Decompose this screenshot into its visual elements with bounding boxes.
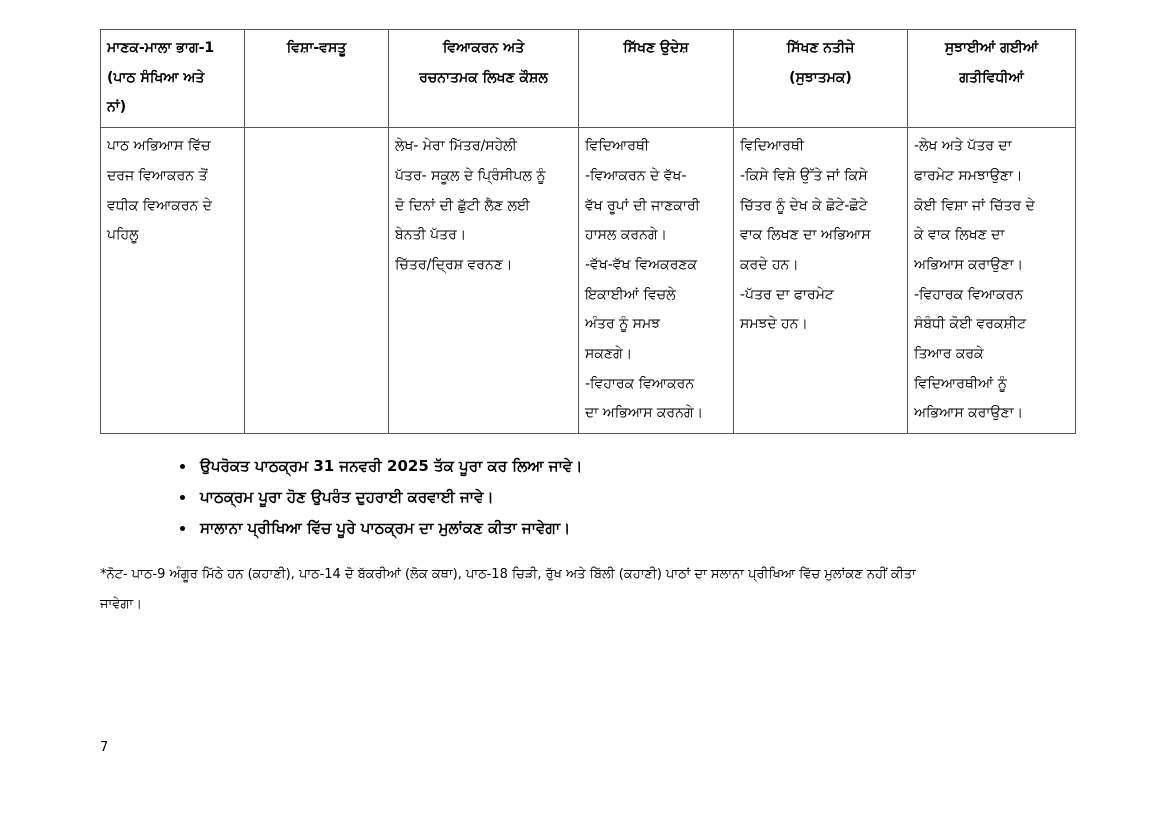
cell-line: -ਲੇਖ ਅਤੇ ਪੱਤਰ ਦਾ (914, 138, 1012, 155)
cell-learning-objectives (579, 128, 734, 434)
cell-line: ਕੇ ਵਾਕ ਲਿਖਣ ਦਾ (914, 227, 1005, 244)
page-number: 7 (100, 740, 109, 755)
header-line: ਮਾਣਕ-ਮਾਲਾ ਭਾਗ-1 (107, 40, 215, 56)
header-line: ਨਾਂ) (107, 99, 127, 116)
cell-line: -ਵਿਹਾਰਕ ਵਿਆਕਰਨ (914, 286, 1024, 303)
header-line: ਸਿੱਖਣ ਨਤੀਜੇ (786, 40, 855, 56)
header-learning-outcomes (734, 30, 908, 128)
header-grammar-writing (389, 30, 579, 128)
cell-line: ਸਮਝਦੇ ਹਨ। (740, 316, 808, 333)
cell-line: ਵਧੀਕ ਵਿਆਕਰਨ ਦੇ (107, 197, 212, 214)
header-textbook (101, 30, 245, 128)
header-suggested-activities (908, 30, 1076, 128)
exclusion-note (100, 560, 1060, 620)
cell-line: ਅਭਿਆਸ ਕਰਾਉਣਾ। (914, 256, 1024, 273)
list-item: • ਪਾਠਕ੍ਰਮ ਪੂਰਾ ਹੋਣ ਉਪਰੰਤ ਦੁਹਰਾਈ ਕਰਵਾਈ ਜਾਵੇ। (196, 482, 582, 513)
cell-line: -ਕਿਸੇ ਵਿਸ਼ੇ ਉੱਤੇ ਜਾਂ ਕਿਸੇ (740, 167, 868, 184)
cell-line: -ਪੱਤਰ ਦਾ ਫਾਰਮੇਟ (740, 286, 834, 303)
header-line: (ਪਾਠ ਸੰਖਿਆ ਅਤੇ (107, 69, 205, 86)
header-line: ਵਿਆਕਰਨ ਅਤੇ (442, 40, 525, 56)
cell-line: ਚਿੱਤਰ ਨੂੰ ਦੇਖ ਕੇ ਛੋਟੇ-ਛੋਟੇ (740, 197, 868, 214)
cell-line: ਸੰਬੰਧੀ ਕੋਈ ਵਰਕਸ਼ੀਟ (914, 316, 1027, 333)
cell-line: ਕਰਦੇ ਹਨ। (740, 256, 799, 273)
header-line: (ਸੁਝਾਤਮਕ) (789, 69, 852, 86)
cell-line: -ਵਿਆਕਰਨ ਦੇ ਵੱਖ- (585, 167, 687, 184)
header-line: ਰਚਨਾਤਮਕ ਲਿਖਣ ਕੌਸ਼ਲ (419, 69, 548, 86)
cell-line: ਅਭਿਆਸ ਕਰਾਉਣਾ। (914, 405, 1024, 422)
header-line: ਵਿਸ਼ਾ-ਵਸਤੂ (286, 40, 347, 56)
cell-textbook (101, 128, 245, 434)
note-line-1: *ਨੋਟ- ਪਾਠ-9 ਅੰਗੂਰ ਮਿੱਠੇ ਹਨ (ਕਹਾਣੀ), ਪਾਠ-14 ਦੋ ਬੱਕਰੀਆਂ (ਲੋਕ ਕਥਾ), ਪਾਠ-18 ਚਿੜੀ, ਰੁੱਖ ਅਤੇ ਬਿੱਲੀ (ਕਹਾਣੀ) ਪਾਠਾਂ ਦਾ ਸਲਾਨਾ ਪ੍ਰੀਖਿਆ ਵਿੱਚ ਮੁਲਾਂਕਣ ਨਹੀਂ ਕੀਤਾ (100, 567, 916, 582)
cell-line: ਵਾਕ ਲਿਖਣ ਦਾ ਅਭਿਆਸ (740, 227, 871, 244)
cell-line: ਅੰਤਰ ਨੂੰ ਸਮਝ (585, 316, 661, 333)
cell-learning-outcomes (734, 128, 908, 434)
cell-line: ਸਕਣਗੇ। (585, 346, 633, 363)
table-row (101, 128, 1076, 434)
header-line: ਸਿੱਖਣ ਉਦੇਸ਼ (623, 40, 689, 56)
cell-line: ਦਰਜ ਵਿਆਕਰਨ ਤੋਂ (107, 167, 208, 184)
cell-line: ਬੇਨਤੀ ਪੱਤਰ। (395, 227, 467, 244)
cell-grammar-writing (389, 128, 579, 434)
cell-line: ਦੋ ਦਿਨਾਂ ਦੀ ਛੁੱਟੀ ਲੈਣ ਲਈ (395, 197, 530, 214)
cell-line: ਵੱਖ ਰੂਪਾਂ ਦੀ ਜਾਣਕਾਰੀ (585, 197, 700, 214)
cell-line: ਦਾ ਅਭਿਆਸ ਕਰਨਗੇ। (585, 405, 704, 422)
note-line-2: ਜਾਵੇਗਾ। (100, 597, 142, 612)
cell-line: ਵਿਦਿਆਰਥੀ (585, 138, 650, 155)
table-header-row (101, 30, 1076, 128)
cell-line: -ਵੱਖ-ਵੱਖ ਵਿਅਕਰਣਕ (585, 256, 698, 273)
list-item: • ਉਪਰੋਕਤ ਪਾਠਕ੍ਰਮ 31 ਜਨਵਰੀ 2025 ਤੱਕ ਪੂਰਾ ਕਰ ਲਿਆ ਜਾਵੇ। (196, 451, 582, 482)
cell-suggested-activities (908, 128, 1076, 434)
cell-line: ਪੱਤਰ- ਸਕੂਲ ਦੇ ਪ੍ਰਿੰਸੀਪਲ ਨੂੰ (395, 167, 546, 184)
cell-line: ਵਿਦਿਆਰਥੀਆਂ ਨੂੰ (914, 375, 1007, 392)
cell-line: ਫਾਰਮੇਟ ਸਮਝਾਉਣਾ। (914, 167, 1023, 184)
cell-line: ਪਾਠ ਅਭਿਆਸ ਵਿੱਚ (107, 138, 211, 155)
cell-line: ਇਕਾਈਆਂ ਵਿਚਲੇ (585, 286, 676, 303)
syllabus-table (100, 29, 1076, 434)
cell-line: ਚਿੱਤਰ/ਦ੍ਰਿਸ਼ ਵਰਨਣ। (395, 256, 513, 273)
cell-line: ਲੇਖ- ਮੇਰਾ ਮਿੱਤਰ/ਸਹੇਲੀ (395, 138, 517, 155)
header-line: ਸੁਝਾਈਆਂ ਗਈਆਂ (944, 40, 1039, 56)
list-item: • ਸਾਲਾਨਾ ਪ੍ਰੀਖਿਆ ਵਿੱਚ ਪੂਰੇ ਪਾਠਕ੍ਰਮ ਦਾ ਮੁਲਾਂਕਣ ਕੀਤਾ ਜਾਵੇਗਾ। (196, 513, 582, 544)
cell-line: ਪਹਿਲੂ (107, 227, 139, 244)
cell-line: ਤਿਆਰ ਕਰਕੇ (914, 346, 984, 363)
header-line: ਗਤੀਵਿਧੀਆਂ (959, 69, 1024, 86)
cell-line: ਵਿਦਿਆਰਥੀ (740, 138, 805, 155)
cell-line: -ਵਿਹਾਰਕ ਵਿਆਕਰਨ (585, 375, 695, 392)
cell-subject-matter (245, 128, 389, 434)
instruction-list (172, 451, 582, 544)
cell-line: ਕੋਈ ਵਿਸ਼ਾ ਜਾਂ ਚਿੱਤਰ ਦੇ (914, 197, 1035, 214)
cell-line: ਹਾਸਲ ਕਰਨਗੇ। (585, 227, 667, 244)
header-learning-objectives (579, 30, 734, 128)
header-subject-matter (245, 30, 389, 128)
